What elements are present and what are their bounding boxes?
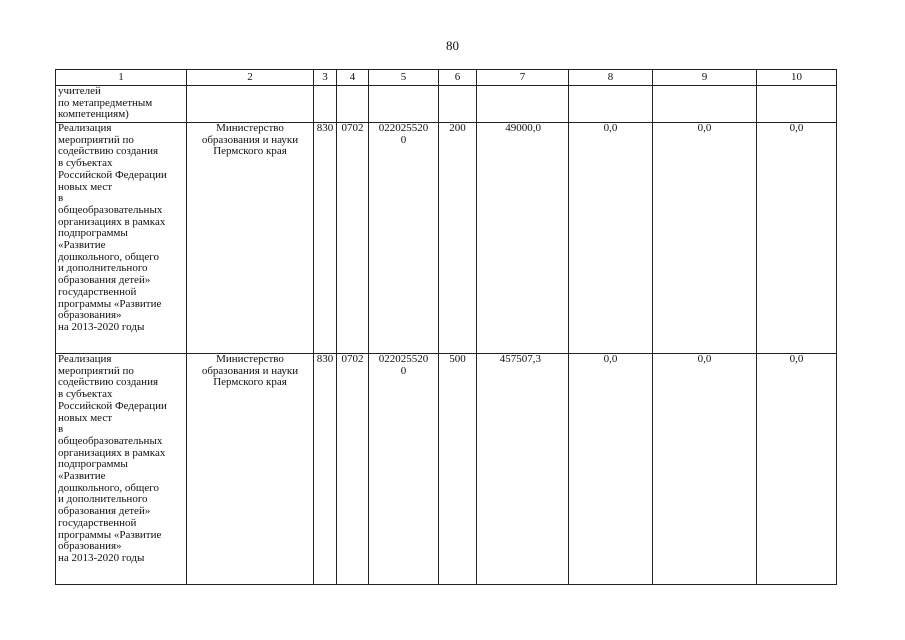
- amount-col10-cell: 0,0: [789, 353, 804, 365]
- event-name-cell: учителей по метапредметным компетенциям): [58, 85, 153, 121]
- column-header-8: 8: [569, 70, 653, 86]
- column-header-4: 4: [337, 70, 369, 86]
- column-header-9: 9: [653, 70, 757, 86]
- column-header-6: 6: [439, 70, 477, 86]
- section-code-cell: 0702: [341, 122, 364, 134]
- column-header-10: 10: [757, 70, 837, 86]
- column-header-2: 2: [187, 70, 314, 86]
- event-name-cell: Реализация мероприятий по содействию создания в субъектах Российской Федерации новых мест в общеобразовательных организациях в рамках подпрограммы «Развитие дошкольного, общего и дополнительного образования детей» государственной программы «Развитие образования» на 2013-2020 годы: [58, 353, 167, 564]
- column-header-1: 1: [56, 70, 187, 86]
- table-header-row: [56, 70, 837, 86]
- table-row: [56, 123, 837, 354]
- amount-col9-cell: 0,0: [697, 122, 712, 134]
- admin-code-cell: 830: [316, 122, 334, 134]
- ministry-cell: Министерство образования и науки Пермского края: [201, 353, 299, 389]
- budget-table: [55, 69, 837, 585]
- column-header-5: 5: [369, 70, 439, 86]
- target-code-cell: 022025520 0: [378, 122, 429, 146]
- amount-col8-cell: 0,0: [603, 353, 618, 365]
- event-name-cell: Реализация мероприятий по содействию создания в субъектах Российской Федерации новых мест в общеобразовательных организациях в рамках подпрограммы «Развитие дошкольного, общего и дополнительного образования детей» государственной программы «Развитие образования» на 2013-2020 годы: [58, 122, 167, 333]
- expense-type-cell: 500: [449, 353, 466, 365]
- column-header-3: 3: [314, 70, 337, 86]
- table-row: [56, 86, 837, 123]
- amount-col10-cell: 0,0: [789, 122, 804, 134]
- target-code-cell: 022025520 0: [378, 353, 429, 377]
- page-number: 80: [446, 38, 459, 53]
- amount-cell: 49000,0: [505, 122, 541, 134]
- column-header-7: 7: [477, 70, 569, 86]
- table-row: [56, 354, 837, 585]
- expense-type-cell: 200: [449, 122, 466, 134]
- section-code-cell: 0702: [341, 353, 364, 365]
- amount-cell: 457507,3: [499, 353, 541, 365]
- amount-col8-cell: 0,0: [603, 122, 618, 134]
- amount-col9-cell: 0,0: [697, 353, 712, 365]
- admin-code-cell: 830: [316, 353, 334, 365]
- ministry-cell: Министерство образования и науки Пермского края: [201, 122, 299, 158]
